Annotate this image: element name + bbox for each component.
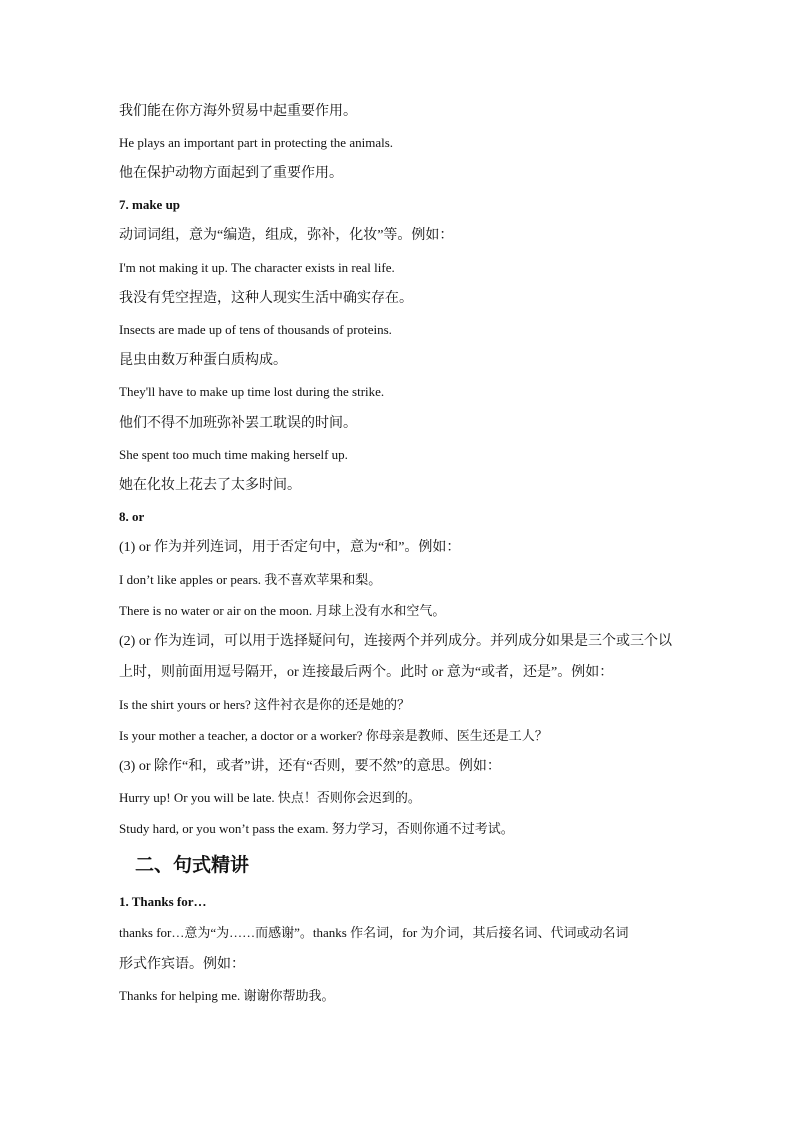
text-line: I'm not making it up. The character exists in real life. — [119, 260, 395, 275]
text-line: Is your mother a teacher, a doctor or a worker? 你母亲是教师、医生还是工人？ — [119, 728, 548, 743]
chapter-heading: 二、句式精讲 — [135, 855, 250, 876]
text-line: (1) or 作为并列连词，用于否定句中，意为“和”。例如： — [119, 540, 461, 555]
text-line: Study hard, or you won’t pass the exam. 努力学习，否则你通不过考试。 — [119, 821, 514, 836]
section-heading: 1. Thanks for… — [119, 894, 207, 909]
text-line: 形式作宾语。例如： — [119, 957, 245, 972]
text-line: 他在保护动物方面起到了重要作用。 — [119, 166, 343, 181]
text-line: I don’t like apples or pears. 我不喜欢苹果和梨。 — [119, 572, 382, 587]
text-line: 昆虫由数万种蛋白质构成。 — [119, 353, 287, 368]
text-line: There is no water or air on the moon. 月球上没有水和空气。 — [119, 603, 446, 618]
text-line: Hurry up! Or you will be late. 快点！否则你会迟到的。 — [119, 790, 421, 805]
text-line: 动词词组，意为“编造，组成，弥补，化妆”等。例如： — [119, 228, 454, 243]
text-line: He plays an important part in protecting the animals. — [119, 135, 394, 150]
text-line: They'll have to make up time lost during the strike. — [119, 384, 385, 399]
text-line: 她在化妆上花去了太多时间。 — [119, 478, 301, 493]
text-line: Insects are made up of tens of thousands of proteins. — [119, 322, 392, 337]
text-line: 我们能在你方海外贸易中起重要作用。 — [119, 104, 357, 119]
text-line: thanks for…意为“为……而感谢”。thanks 作名词，for 为介词，其后接名词、代词或动名词 — [119, 925, 629, 940]
text-line: 我没有凭空捏造，这种人现实生活中确实存在。 — [119, 291, 413, 306]
text-line: 上时，则前面用逗号隔开，or 连接最后两个。此时 or 意为“或者，还是”。例如： — [119, 665, 614, 680]
text-line: (2) or 作为连词，可以用于选择疑问句，连接两个并列成分。并列成分如果是三个或三个以 — [119, 634, 672, 649]
text-line: (3) or 除作“和，或者”讲，还有“否则，要不然”的意思。例如： — [119, 759, 501, 774]
text-line: Thanks for helping me. 谢谢你帮助我。 — [119, 988, 335, 1003]
section-heading: 8. or — [119, 509, 145, 524]
section-heading: 7. make up — [119, 197, 181, 212]
text-line: She spent too much time making herself up. — [119, 447, 348, 462]
text-line: 他们不得不加班弥补罢工耽误的时间。 — [119, 416, 357, 431]
text-line: Is the shirt yours or hers? 这件衬衣是你的还是她的？ — [119, 697, 411, 712]
